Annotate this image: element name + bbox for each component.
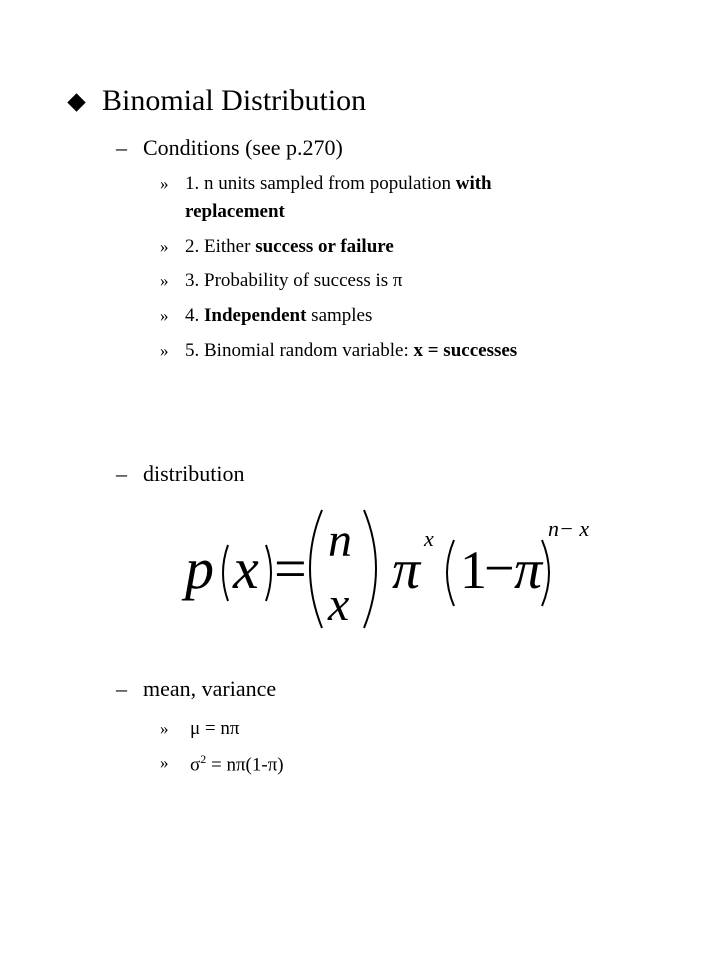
dash-bullet: –	[116, 676, 127, 701]
binomial-formula	[170, 500, 590, 640]
raquo-bullet: »	[160, 306, 169, 325]
formula-paren-right	[266, 545, 271, 601]
mean-variance-heading: mean, variance	[143, 676, 277, 701]
variance-formula: $\sigma^2 = n\pi(1-\pi)$	[190, 752, 284, 776]
condition-item-2: 2. Either success or failure	[185, 236, 394, 257]
binom-paren-right	[364, 510, 376, 628]
condition-item-1-cont: replacement	[185, 201, 285, 222]
condition-item-5: 5. Binomial random variable: x = successes	[185, 340, 518, 361]
condition-item-1: 1. n units sampled from population with	[185, 173, 492, 194]
formula-x: x	[233, 536, 259, 601]
mean-formula: μ = nπ	[190, 718, 240, 739]
raquo-bullet: »	[160, 174, 169, 193]
diamond-bullet-icon	[67, 93, 85, 111]
slide-title: Binomial Distribution	[102, 84, 367, 117]
binom-x: x	[328, 578, 350, 631]
raquo-bullet: »	[160, 341, 169, 360]
distribution-heading: distribution	[143, 461, 245, 486]
condition-item-4: 4. Independent samples	[185, 305, 373, 326]
dash-bullet: –	[116, 135, 127, 160]
dash-bullet: –	[116, 461, 127, 486]
formula-paren2-left	[447, 540, 454, 606]
binom-n: n	[328, 514, 352, 567]
binom-paren-left	[310, 510, 322, 628]
conditions-heading: Conditions (see p.270)	[143, 135, 343, 160]
raquo-bullet: »	[160, 271, 169, 290]
raquo-bullet: »	[160, 719, 169, 738]
raquo-bullet: »	[160, 237, 169, 256]
formula-paren2-right	[542, 540, 549, 606]
formula-p: p	[185, 536, 214, 601]
formula-pi: π	[392, 539, 421, 601]
formula-one: 1	[460, 540, 487, 600]
formula-minus: −	[484, 538, 515, 598]
formula-exp-n-minus-x: n− x	[548, 516, 590, 541]
formula-paren-left	[223, 545, 228, 601]
condition-item-3: 3. Probability of success is π	[185, 270, 403, 291]
raquo-bullet: »	[160, 753, 169, 772]
formula-pi-2: π	[514, 539, 543, 601]
formula-equals: =	[274, 536, 307, 601]
formula-exp-x: x	[424, 526, 434, 551]
